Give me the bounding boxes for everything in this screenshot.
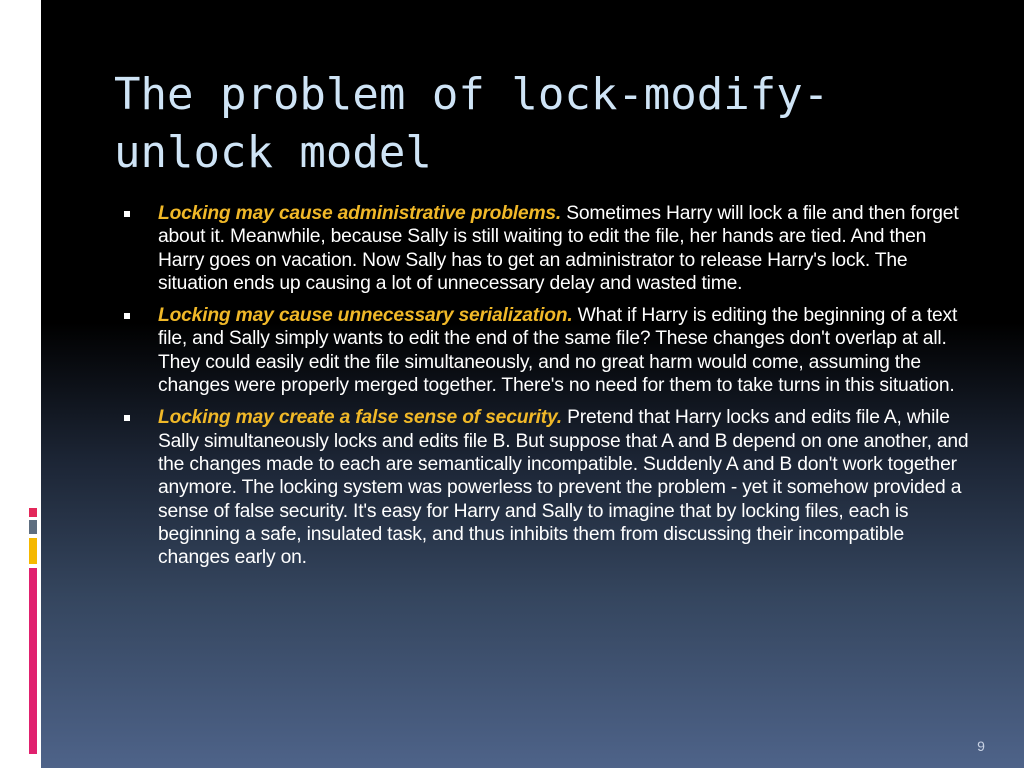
accent-bar-yellow <box>29 538 37 564</box>
bullet-text: What if Harry is editing the beginning of a text file, and Sally simply wants to edit the end of the same file? These changes don't overlap at all. They could easily edit the file simultaneously, and no great harm would come, assuming the changes were properly merged together. There's no need for them to take turns in this situation. <box>158 305 958 397</box>
bullet-text: Sometimes Harry will lock a file and then forget about it. Meanwhile, because Sally is still waiting to edit the file, her hands are tied. And then Harry goes on vacation. Now Sally has to get an administrator to release Harry's lock. The situation ends up causing a lot of unnecessary delay and wasted time. <box>158 203 959 294</box>
bullet-lead: Locking may cause administrative problems. <box>158 203 562 224</box>
accent-bar-gray <box>29 520 37 534</box>
slide-title: The problem of lock-modify- unlock model <box>114 69 830 178</box>
bullet-list <box>120 202 970 578</box>
bullet-item <box>120 406 970 569</box>
page-number: 9 <box>977 738 985 754</box>
bullet-item <box>120 304 970 397</box>
square-bullet-icon <box>124 313 130 319</box>
left-margin <box>0 0 41 768</box>
accent-bar-red <box>29 508 37 517</box>
accent-bar-pink <box>29 568 37 754</box>
square-bullet-icon <box>124 415 130 421</box>
bullet-text: Pretend that Harry locks and edits file A, while Sally simultaneously locks and edits file B. But suppose that A and B depend on one another, and the changes made to each are semantically incompatible. Suddenly A and B don't work together anymore. The locking system was powerless to prevent the problem - yet it somehow provided a sense of false security. It's easy for Harry and Sally to imagine that by locking files, each is beginning a safe, insulated task, and thus inhibits them from discussing their incompatible changes early on. <box>158 407 969 569</box>
bullet-lead: Locking may cause unnecessary serialization. <box>158 305 573 327</box>
square-bullet-icon <box>124 211 130 217</box>
bullet-item <box>120 202 970 295</box>
bullet-lead: Locking may create a false sense of security. <box>158 407 562 429</box>
